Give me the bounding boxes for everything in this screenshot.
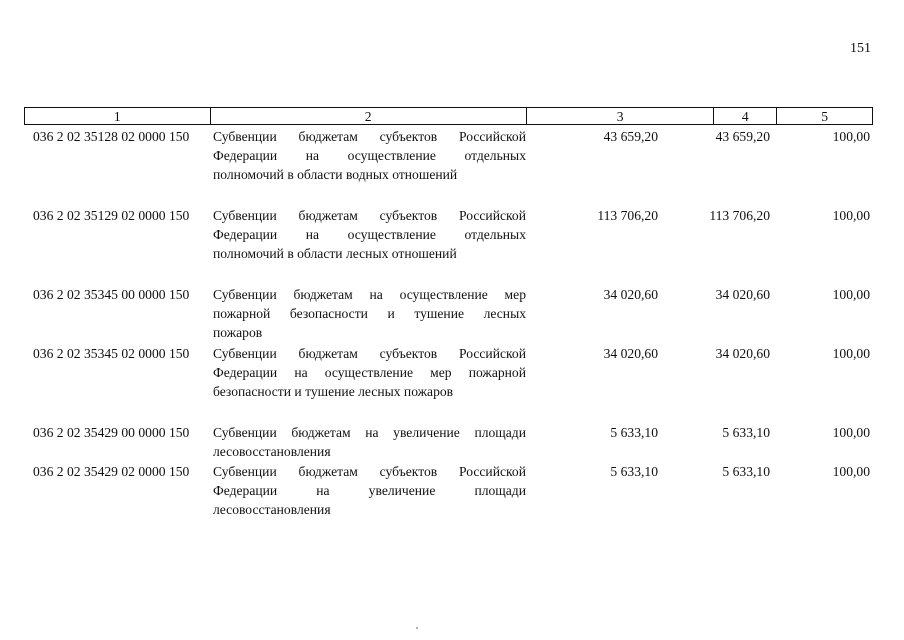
description-line: пожарной безопасности и тушение лесных <box>213 306 526 321</box>
description-line: Субвенции бюджетам субъектов Российской <box>213 208 526 223</box>
planned-amount: 43 659,20 <box>603 129 658 144</box>
executed-amount: 5 633,10 <box>722 425 770 440</box>
page-number: 151 <box>850 41 871 56</box>
planned-amount: 5 633,10 <box>610 425 658 440</box>
executed-amount: 43 659,20 <box>715 129 770 144</box>
execution-percent: 100,00 <box>832 208 870 223</box>
budget-code: 036 2 02 35345 00 0000 150 <box>33 287 190 302</box>
row-description <box>213 462 526 519</box>
description-line: Субвенции бюджетам на увеличение площади <box>213 425 526 440</box>
budget-code: 036 2 02 35129 02 0000 150 <box>33 208 190 223</box>
description-line: безопасности и тушение лесных пожаров <box>213 384 454 399</box>
description-line: полномочий в области водных отношений <box>213 167 458 182</box>
executed-amount: 34 020,60 <box>715 346 770 361</box>
column-header-2: 2 <box>211 108 527 124</box>
executed-amount: 34 020,60 <box>715 287 770 302</box>
planned-amount: 34 020,60 <box>603 287 658 302</box>
description-line: пожаров <box>213 325 263 340</box>
budget-code: 036 2 02 35429 02 0000 150 <box>33 464 190 479</box>
budget-code: 036 2 02 35429 00 0000 150 <box>33 425 190 440</box>
description-line: Федерации на осуществление отдельных <box>213 227 526 242</box>
scan-speck <box>416 627 418 629</box>
planned-amount: 113 706,20 <box>597 208 658 223</box>
execution-percent: 100,00 <box>832 464 870 479</box>
description-line: Субвенции бюджетам субъектов Российской <box>213 464 526 479</box>
execution-percent: 100,00 <box>832 346 870 361</box>
execution-percent: 100,00 <box>832 287 870 302</box>
row-description <box>213 423 526 461</box>
description-line: лесовосстановления <box>213 444 331 459</box>
description-line: лесовосстановления <box>213 502 331 517</box>
execution-percent: 100,00 <box>832 425 870 440</box>
column-header-4: 4 <box>714 108 777 124</box>
planned-amount: 34 020,60 <box>603 346 658 361</box>
row-description <box>213 206 526 263</box>
executed-amount: 113 706,20 <box>709 208 770 223</box>
budget-code: 036 2 02 35128 02 0000 150 <box>33 129 190 144</box>
column-header-1: 1 <box>25 108 211 124</box>
description-line: полномочий в области лесных отношений <box>213 246 457 261</box>
column-header-5: 5 <box>821 109 829 124</box>
description-line: Федерации на увеличение площади <box>213 483 526 498</box>
description-line: Субвенции бюджетам на осуществление мер <box>213 287 526 302</box>
execution-percent: 100,00 <box>832 129 870 144</box>
description-line: Субвенции бюджетам субъектов Российской <box>213 129 526 144</box>
description-line: Субвенции бюджетам субъектов Российской <box>213 346 526 361</box>
description-line: Федерации на осуществление отдельных <box>213 148 526 163</box>
row-description <box>213 344 526 401</box>
row-description <box>213 285 526 342</box>
budget-code: 036 2 02 35345 02 0000 150 <box>33 346 190 361</box>
column-header-3: 3 <box>527 108 715 124</box>
planned-amount: 5 633,10 <box>610 464 658 479</box>
row-description <box>213 127 526 184</box>
description-line: Федерации на осуществление мер пожарной <box>213 365 526 380</box>
executed-amount: 5 633,10 <box>722 464 770 479</box>
